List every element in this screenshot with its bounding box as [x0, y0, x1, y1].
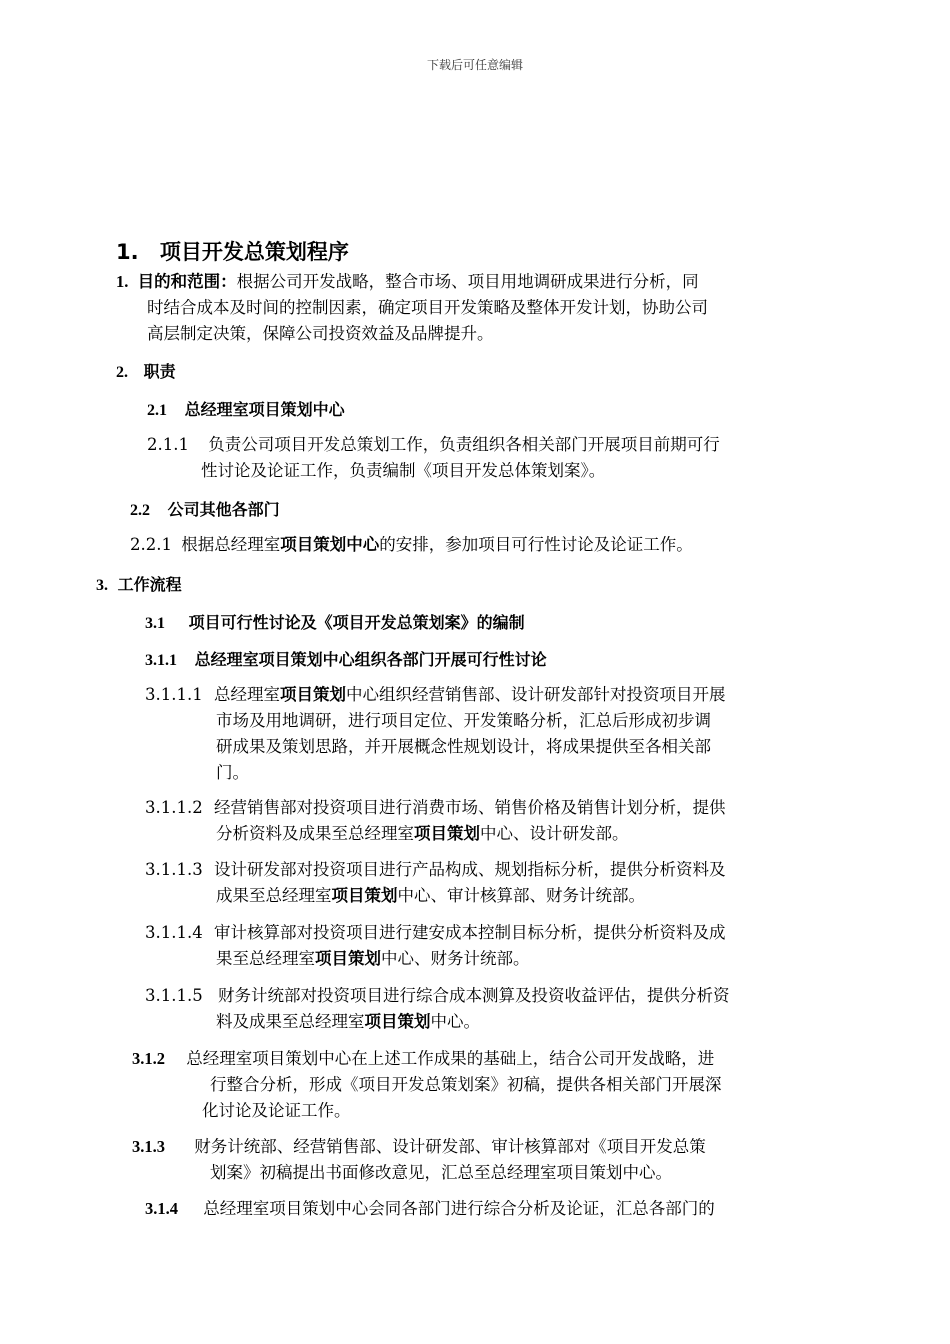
- section-3-number: 3.: [96, 577, 108, 594]
- document-title: [116, 236, 349, 266]
- item-3-1-1-4-line-1: [145, 920, 725, 946]
- item-3-1-1-5-pre: 料及成果至总经理室: [216, 1012, 365, 1031]
- item-3-1-1-3-bold: 项目策划: [331, 886, 398, 905]
- item-3-1-2-line-2: 行整合分析，形成《项目开发总策划案》初稿，提供各相关部门开展深: [210, 1075, 722, 1094]
- item-3-1-1-1-text: 中心组织经营销售部、设计研发部针对投资项目开展: [345, 685, 726, 704]
- item-2-1-1-line-2: 性讨论及论证工作，负责编制《项目开发总体策划案》。: [201, 461, 606, 480]
- item-3-1-1-1-bold: 项目策划: [279, 685, 346, 704]
- section-3-1-1-number: 3.1.1: [145, 652, 177, 669]
- title-number: 1.: [116, 240, 139, 264]
- section-2-2-number: 2.2: [130, 502, 150, 519]
- section-3-title: 工作流程: [117, 575, 182, 594]
- item-3-1-1-5-post: 中心。: [430, 1012, 480, 1031]
- section-1-label: 目的和范围：: [137, 272, 237, 291]
- section-3-heading: [96, 572, 182, 595]
- item-3-1-1-2-pre: 分析资料及成果至总经理室: [216, 824, 414, 843]
- item-3-1-1-1-line-2: 市场及用地调研，进行项目定位、开发策略分析，汇总后形成初步调: [216, 711, 711, 730]
- section-2-1-number: 2.1: [147, 402, 167, 419]
- item-3-1-1-5-text: 财务计统部对投资项目进行综合成本测算及投资收益评估，提供分析资: [217, 986, 730, 1005]
- page-header: 下载后可任意编辑: [426, 58, 523, 72]
- item-3-1-4-text: 总经理室项目策划中心会同各部门进行综合分析及论证，汇总各部门的: [203, 1199, 715, 1218]
- section-2-2-title: 公司其他各部门: [167, 500, 280, 519]
- item-3-1-1-4-bold: 项目策划: [315, 949, 381, 968]
- item-2-2-1-text-bold: 项目策划中心: [280, 535, 380, 554]
- item-2-1-1-text: 负责公司项目开发总策划工作，负责组织各相关部门开展项目前期可行: [208, 435, 720, 454]
- item-3-1-1-4-pre: 果至总经理室: [216, 949, 315, 968]
- section-3-1-heading: [145, 610, 525, 633]
- section-3-1-1-title: 总经理室项目策划中心组织各部门开展可行性讨论: [194, 650, 547, 669]
- item-3-1-1-3-number: 3.1.1.3: [145, 860, 203, 879]
- item-3-1-1-2-line-2: [216, 821, 629, 847]
- item-3-1-3-text: 财务计统部、经营销售部、设计研发部、审计核算部对《项目开发总策: [194, 1137, 706, 1156]
- section-1-text: 根据公司开发战略，整合市场、项目用地调研成果进行分析，同: [236, 272, 699, 291]
- item-3-1-4-number: 3.1.4: [145, 1199, 178, 1218]
- section-1-line-3: 高层制定决策，保障公司投资效益及品牌提升。: [147, 324, 494, 343]
- section-3-1-1-heading: [145, 647, 547, 670]
- item-2-1-1-line-1: [147, 432, 720, 458]
- item-3-1-1-5-bold: 项目策划: [364, 1012, 431, 1031]
- item-3-1-1-2-text: 经营销售部对投资项目进行消费市场、销售价格及销售计划分析，提供: [213, 798, 726, 817]
- item-3-1-3-line-2: 划案》初稿提出书面修改意见，汇总至总经理室项目策划中心。: [210, 1163, 672, 1182]
- item-2-2-1: [130, 532, 693, 558]
- item-3-1-4-line-1: [145, 1196, 715, 1222]
- item-3-1-1-5-line-1: [145, 983, 729, 1009]
- item-3-1-2-text: 总经理室项目策划中心在上述工作成果的基础上，结合公司开发战略，进: [186, 1049, 715, 1068]
- item-3-1-1-2-post: 中心、设计研发部。: [480, 824, 629, 843]
- section-1-line-1: [116, 269, 699, 295]
- item-3-1-1-1-pre: 总经理室: [213, 685, 280, 704]
- section-3-1-number: 3.1: [145, 615, 165, 632]
- section-2-1-heading: [147, 397, 345, 420]
- item-3-1-1-1-number: 3.1.1.1: [145, 685, 203, 704]
- section-1-line-2: 时结合成本及时间的控制因素，确定项目开发策略及整体开发计划，协助公司: [147, 298, 708, 317]
- title-text: 项目开发总策划程序: [159, 240, 349, 264]
- section-3-1-title: 项目可行性讨论及《项目开发总策划案》的编制: [188, 613, 525, 632]
- section-2-1-title: 总经理室项目策划中心: [184, 400, 345, 419]
- item-3-1-1-5-line-2: [216, 1009, 480, 1035]
- item-3-1-1-1-line-1: [145, 682, 725, 708]
- item-2-1-1-number: 2.1.1: [147, 435, 189, 454]
- item-3-1-1-1-line-3: 研成果及策划思路，并开展概念性规划设计，将成果提供至各相关部: [216, 737, 711, 756]
- item-3-1-1-3-text: 设计研发部对投资项目进行产品构成、规划指标分析，提供分析资料及: [213, 860, 726, 879]
- section-1-number: 1.: [116, 272, 129, 291]
- item-3-1-3-number: 3.1.3: [132, 1137, 165, 1156]
- section-2-2-heading: [130, 497, 280, 520]
- item-3-1-1-3-pre: 成果至总经理室: [216, 886, 332, 905]
- item-3-1-1-5-number: 3.1.1.5: [145, 986, 203, 1005]
- section-2-number: 2.: [116, 364, 128, 381]
- item-3-1-1-2-line-1: [145, 795, 725, 821]
- item-3-1-1-3-line-1: [145, 857, 725, 883]
- item-3-1-1-4-post: 中心、财务计统部。: [381, 949, 530, 968]
- item-2-2-1-text-pre: 根据总经理室: [181, 535, 281, 554]
- item-3-1-1-4-number: 3.1.1.4: [145, 923, 203, 942]
- item-3-1-1-4-text: 审计核算部对投资项目进行建安成本控制目标分析，提供分析资料及成: [213, 923, 726, 942]
- item-2-2-1-number: 2.2.1: [130, 535, 172, 554]
- item-3-1-1-1-line-4: 门。: [216, 763, 249, 782]
- item-3-1-1-3-post: 中心、审计核算部、财务计统部。: [397, 886, 645, 905]
- item-2-2-1-text-post: 的安排，参加项目可行性讨论及论证工作。: [379, 535, 693, 554]
- item-3-1-3-line-1: [132, 1134, 706, 1160]
- item-3-1-1-4-line-2: [216, 946, 530, 972]
- section-2-title: 职责: [143, 362, 176, 381]
- item-3-1-1-2-number: 3.1.1.2: [145, 798, 203, 817]
- item-3-1-2-number: 3.1.2: [132, 1049, 165, 1068]
- item-3-1-2-line-3: 化讨论及论证工作。: [202, 1101, 351, 1120]
- item-3-1-1-3-line-2: [216, 883, 645, 909]
- item-3-1-1-2-bold: 项目策划: [414, 824, 480, 843]
- section-2-heading: [116, 359, 176, 382]
- item-3-1-2-line-1: [132, 1046, 714, 1072]
